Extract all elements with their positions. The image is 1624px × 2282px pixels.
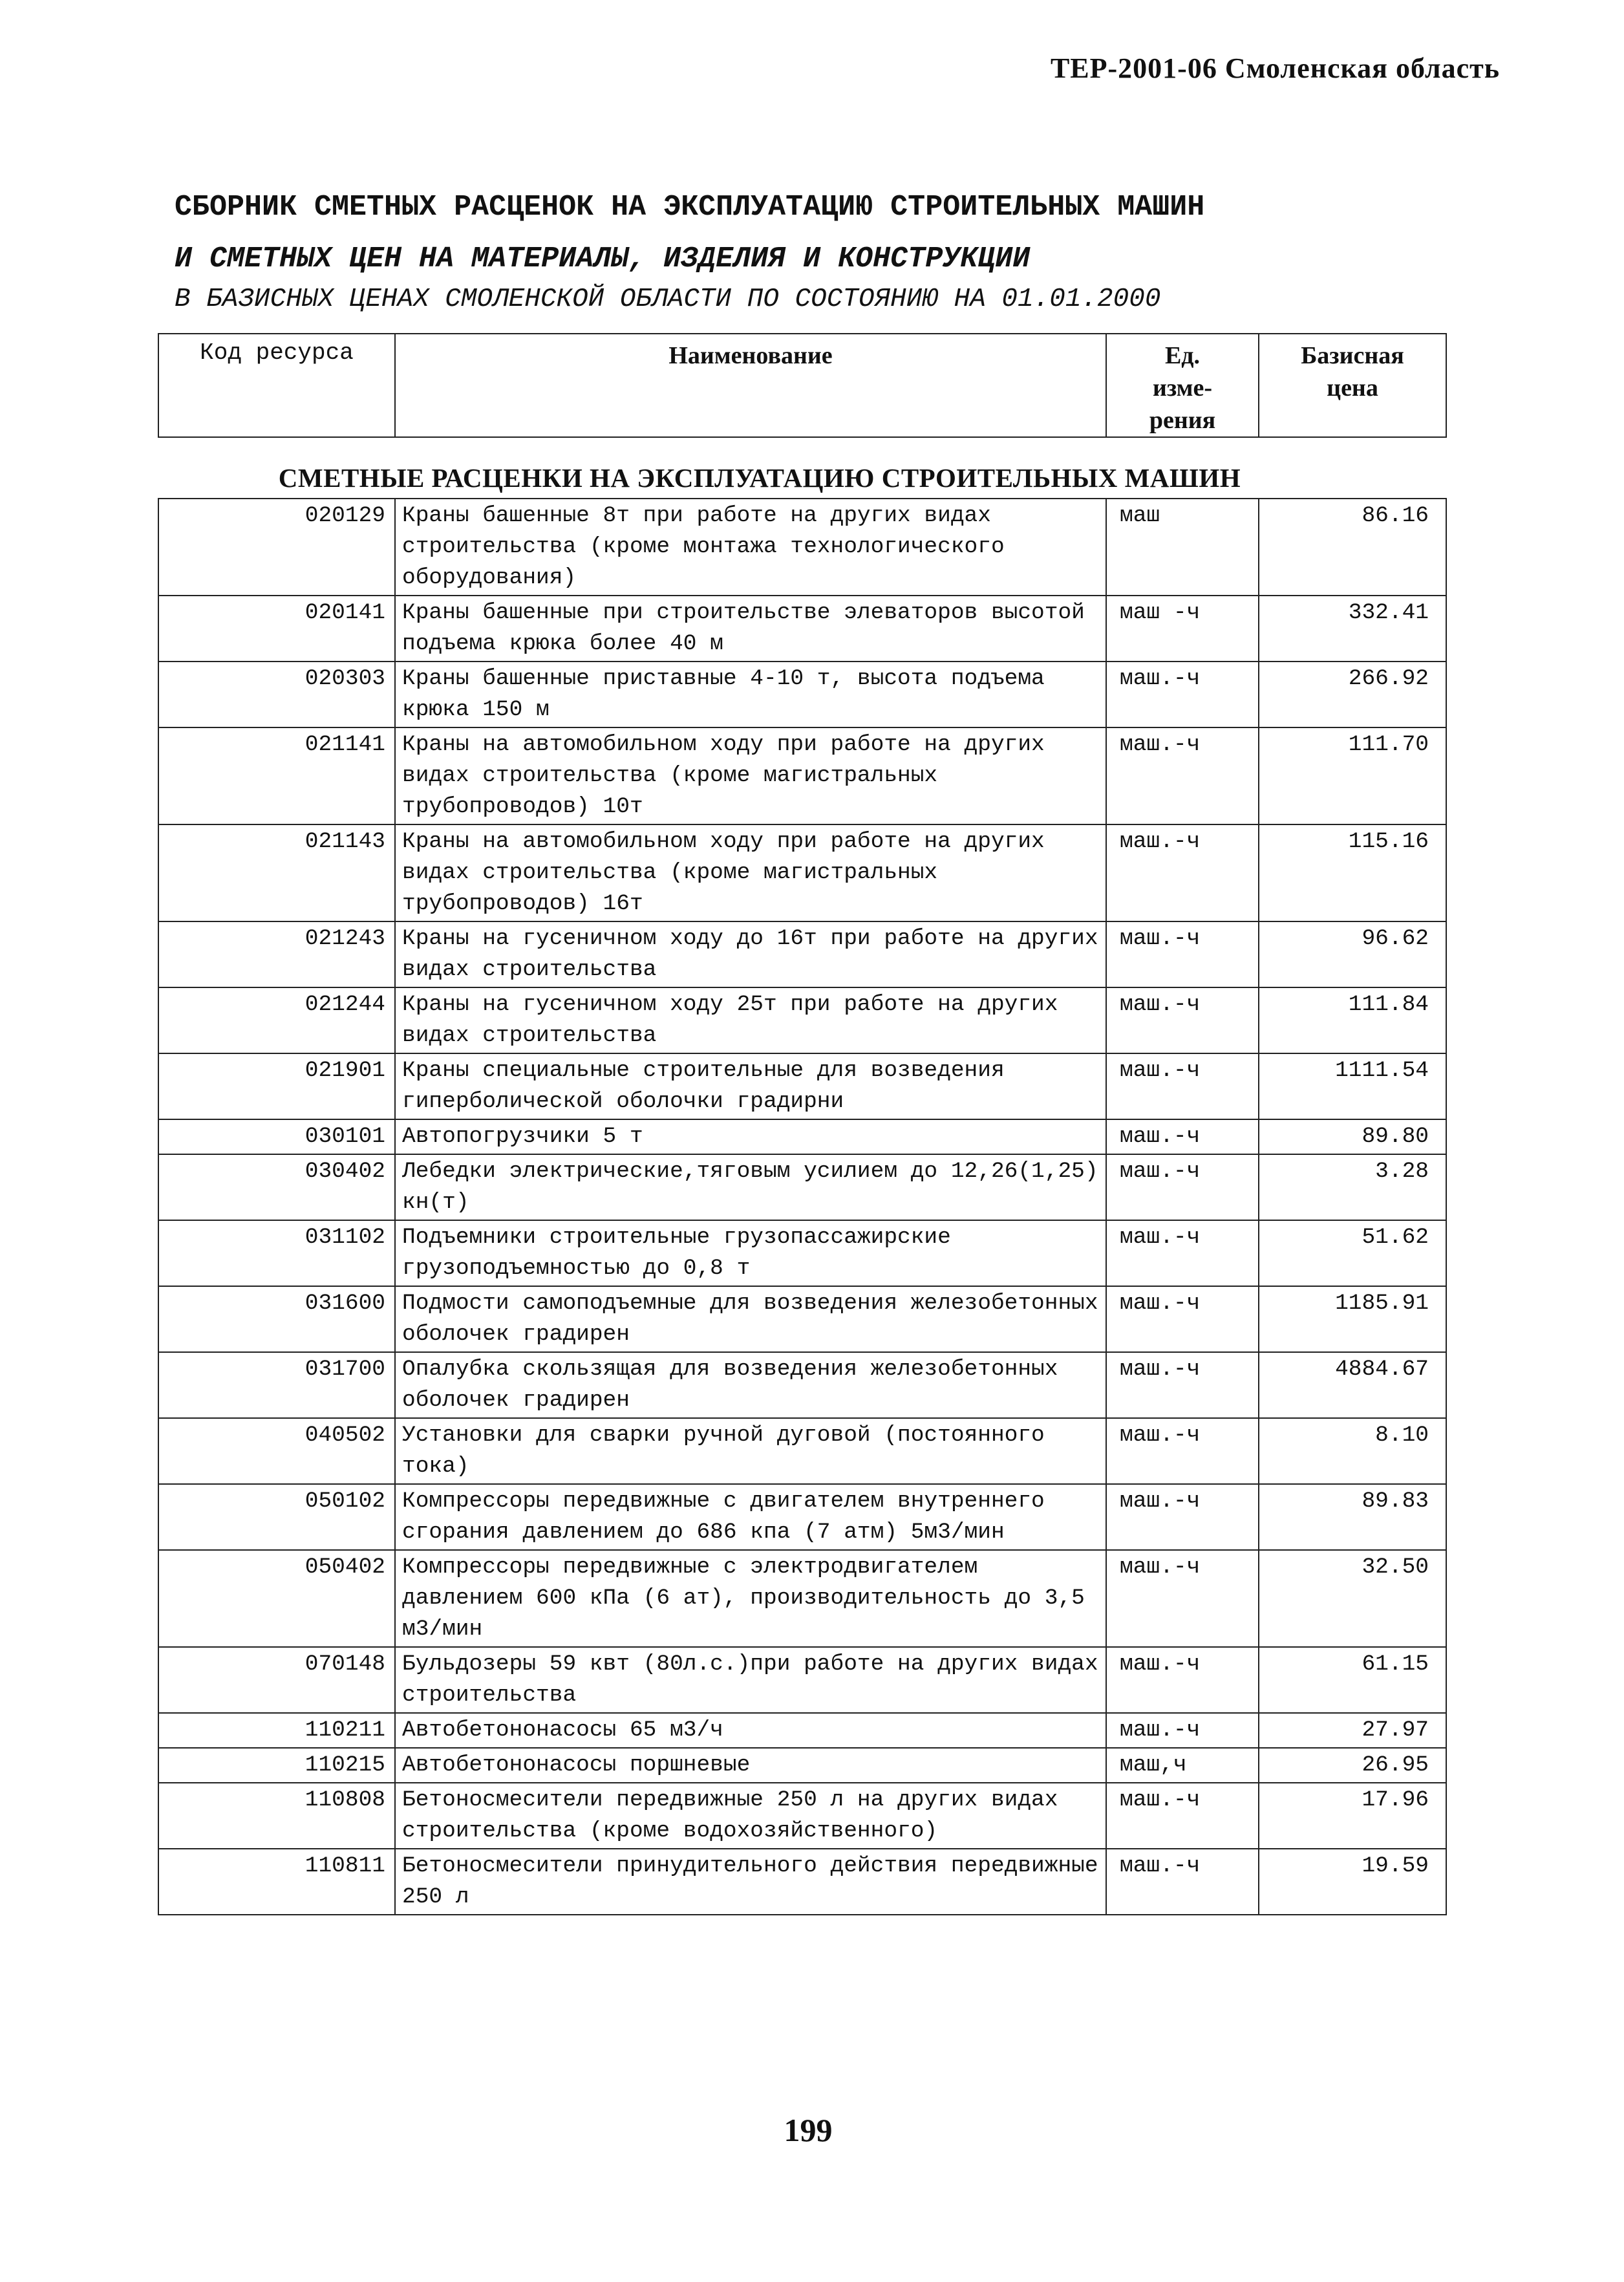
running-header: ТЕР-2001-06 Смоленская область <box>1050 52 1500 84</box>
row-name: Краны на автомобильном ходу при работе на других видах строительства (кроме магистральных трубопроводов) 16т <box>395 824 1106 921</box>
table-row <box>158 824 1446 921</box>
header-name-label: Наименование <box>668 342 833 369</box>
row-code: 050402 <box>158 1550 395 1647</box>
row-price: 111.70 <box>1259 727 1446 824</box>
row-price: 332.41 <box>1259 596 1446 662</box>
row-price: 27.97 <box>1259 1713 1446 1748</box>
table-row <box>158 1119 1446 1154</box>
table-row <box>158 987 1446 1053</box>
row-unit: маш.-ч <box>1106 727 1259 824</box>
row-code: 021901 <box>158 1053 395 1119</box>
table-row <box>158 1647 1446 1713</box>
document-title-line-3: В БАЗИСНЫХ ЦЕНАХ СМОЛЕНСКОЙ ОБЛАСТИ ПО СОСТОЯНИЮ НА 01.01.2000 <box>175 285 1161 314</box>
row-price: 115.16 <box>1259 824 1446 921</box>
row-code: 030101 <box>158 1119 395 1154</box>
row-name: Краны башенные при строительстве элеваторов высотой подъема крюка более 40 м <box>395 596 1106 662</box>
row-code: 021244 <box>158 987 395 1053</box>
header-code-label: Код ресурса <box>200 339 354 366</box>
row-unit: маш.-ч <box>1106 1418 1259 1484</box>
row-code: 021243 <box>158 921 395 987</box>
row-name: Автобетононасосы 65 м3/ч <box>395 1713 1106 1748</box>
header-price-line-2: цена <box>1327 374 1378 402</box>
table-row <box>158 1154 1446 1220</box>
row-code: 110811 <box>158 1849 395 1915</box>
row-unit: маш.-ч <box>1106 1783 1259 1849</box>
row-price: 51.62 <box>1259 1220 1446 1286</box>
column-header-table <box>158 333 1447 438</box>
rates-table <box>158 498 1447 1915</box>
row-price: 1111.54 <box>1259 1053 1446 1119</box>
row-name: Краны специальные строительные для возведения гиперболической оболочки градирни <box>395 1053 1106 1119</box>
row-code: 030402 <box>158 1154 395 1220</box>
header-unit-line-2: изме- <box>1152 374 1213 402</box>
row-unit: маш.-ч <box>1106 824 1259 921</box>
row-unit: маш.-ч <box>1106 1484 1259 1550</box>
row-name: Бетоносмесители передвижные 250 л на других видах строительства (кроме водохозяйственного) <box>395 1783 1106 1849</box>
header-name <box>395 334 1106 437</box>
row-price: 86.16 <box>1259 499 1446 596</box>
row-code: 070148 <box>158 1647 395 1713</box>
header-unit <box>1106 334 1259 437</box>
row-unit: маш <box>1106 499 1259 596</box>
row-unit: маш.-ч <box>1106 1550 1259 1647</box>
row-name: Краны башенные приставные 4-10 т, высота подъема крюка 150 м <box>395 662 1106 727</box>
column-header-row <box>158 334 1446 437</box>
table-row <box>158 1352 1446 1418</box>
row-name: Лебедки электрические,тяговым усилием до 12,26(1,25) кн(т) <box>395 1154 1106 1220</box>
header-price-line-1: Базисная <box>1301 342 1404 369</box>
row-price: 96.62 <box>1259 921 1446 987</box>
table-row <box>158 1418 1446 1484</box>
table-row <box>158 1748 1446 1783</box>
row-name: Автопогрузчики 5 т <box>395 1119 1106 1154</box>
row-price: 3.28 <box>1259 1154 1446 1220</box>
row-price: 61.15 <box>1259 1647 1446 1713</box>
row-name: Подмости самоподъемные для возведения железобетонных оболочек градирен <box>395 1286 1106 1352</box>
row-name: Бульдозеры 59 квт (80л.с.)при работе на других видах строительства <box>395 1647 1106 1713</box>
row-name: Автобетононасосы поршневые <box>395 1748 1106 1783</box>
row-code: 110808 <box>158 1783 395 1849</box>
table-row <box>158 596 1446 662</box>
row-code: 040502 <box>158 1418 395 1484</box>
header-code <box>158 334 395 437</box>
row-code: 110211 <box>158 1713 395 1748</box>
table-row <box>158 1849 1446 1915</box>
row-name: Краны на гусеничном ходу до 16т при работе на других видах строительства <box>395 921 1106 987</box>
row-code: 031102 <box>158 1220 395 1286</box>
row-code: 020141 <box>158 596 395 662</box>
table-row <box>158 1053 1446 1119</box>
row-price: 19.59 <box>1259 1849 1446 1915</box>
row-name: Краны башенные 8т при работе на других видах строительства (кроме монтажа технологического оборудования) <box>395 499 1106 596</box>
table-row <box>158 921 1446 987</box>
table-row <box>158 1783 1446 1849</box>
row-name: Компрессоры передвижные с электродвигателем давлением 600 кПа (6 ат), производительность до 3,5 м3/мин <box>395 1550 1106 1647</box>
row-unit: маш.-ч <box>1106 1154 1259 1220</box>
table-row <box>158 727 1446 824</box>
table-row <box>158 1550 1446 1647</box>
row-price: 89.83 <box>1259 1484 1446 1550</box>
table-row <box>158 499 1446 596</box>
row-name: Компрессоры передвижные с двигателем внутреннего сгорания давлением до 686 кпа (7 атм) 5м3/мин <box>395 1484 1106 1550</box>
row-price: 89.80 <box>1259 1119 1446 1154</box>
row-code: 031600 <box>158 1286 395 1352</box>
row-unit: маш.-ч <box>1106 1352 1259 1418</box>
row-name: Установки для сварки ручной дуговой (постоянного тока) <box>395 1418 1106 1484</box>
header-unit-line-3: рения <box>1149 407 1216 434</box>
row-price: 4884.67 <box>1259 1352 1446 1418</box>
row-price: 1185.91 <box>1259 1286 1446 1352</box>
document-title-line-2: И СМЕТНЫХ ЦЕН НА МАТЕРИАЛЫ, ИЗДЕЛИЯ И КОНСТРУКЦИИ <box>175 242 1031 275</box>
row-unit: маш.-ч <box>1106 1713 1259 1748</box>
row-unit: маш.-ч <box>1106 921 1259 987</box>
table-row <box>158 1713 1446 1748</box>
row-unit: маш -ч <box>1106 596 1259 662</box>
row-unit: маш.-ч <box>1106 987 1259 1053</box>
row-unit: маш,ч <box>1106 1748 1259 1783</box>
row-name: Бетоносмесители принудительного действия передвижные 250 л <box>395 1849 1106 1915</box>
row-code: 031700 <box>158 1352 395 1418</box>
table-row <box>158 1286 1446 1352</box>
header-price <box>1259 334 1446 437</box>
document-title-line-1: СБОРНИК СМЕТНЫХ РАСЦЕНОК НА ЭКСПЛУАТАЦИЮ СТРОИТЕЛЬНЫХ МАШИН <box>175 191 1205 224</box>
table-row <box>158 662 1446 727</box>
row-price: 17.96 <box>1259 1783 1446 1849</box>
row-unit: маш.-ч <box>1106 1119 1259 1154</box>
row-code: 020129 <box>158 499 395 596</box>
row-unit: маш.-ч <box>1106 1286 1259 1352</box>
row-code: 021141 <box>158 727 395 824</box>
row-unit: маш.-ч <box>1106 1849 1259 1915</box>
row-price: 111.84 <box>1259 987 1446 1053</box>
row-unit: маш.-ч <box>1106 1220 1259 1286</box>
row-name: Опалубка скользящая для возведения железобетонных оболочек градирен <box>395 1352 1106 1418</box>
row-code: 021143 <box>158 824 395 921</box>
row-code: 050102 <box>158 1484 395 1550</box>
row-name: Краны на автомобильном ходу при работе на других видах строительства (кроме магистральных трубопроводов) 10т <box>395 727 1106 824</box>
row-name: Подъемники строительные грузопассажирские грузоподъемностью до 0,8 т <box>395 1220 1106 1286</box>
table-row <box>158 1220 1446 1286</box>
row-name: Краны на гусеничном ходу 25т при работе на других видах строительства <box>395 987 1106 1053</box>
row-unit: маш.-ч <box>1106 1647 1259 1713</box>
row-code: 020303 <box>158 662 395 727</box>
rates-table-body <box>158 499 1446 1915</box>
page-number: 199 <box>784 2112 833 2148</box>
row-price: 26.95 <box>1259 1748 1446 1783</box>
row-unit: маш.-ч <box>1106 1053 1259 1119</box>
section-title: СМЕТНЫЕ РАСЦЕНКИ НА ЭКСПЛУАТАЦИЮ СТРОИТЕЛЬНЫХ МАШИН <box>278 463 1241 493</box>
row-price: 8.10 <box>1259 1418 1446 1484</box>
row-price: 266.92 <box>1259 662 1446 727</box>
row-code: 110215 <box>158 1748 395 1783</box>
row-unit: маш.-ч <box>1106 662 1259 727</box>
row-price: 32.50 <box>1259 1550 1446 1647</box>
table-row <box>158 1484 1446 1550</box>
header-unit-line-1: Ед. <box>1164 342 1201 369</box>
